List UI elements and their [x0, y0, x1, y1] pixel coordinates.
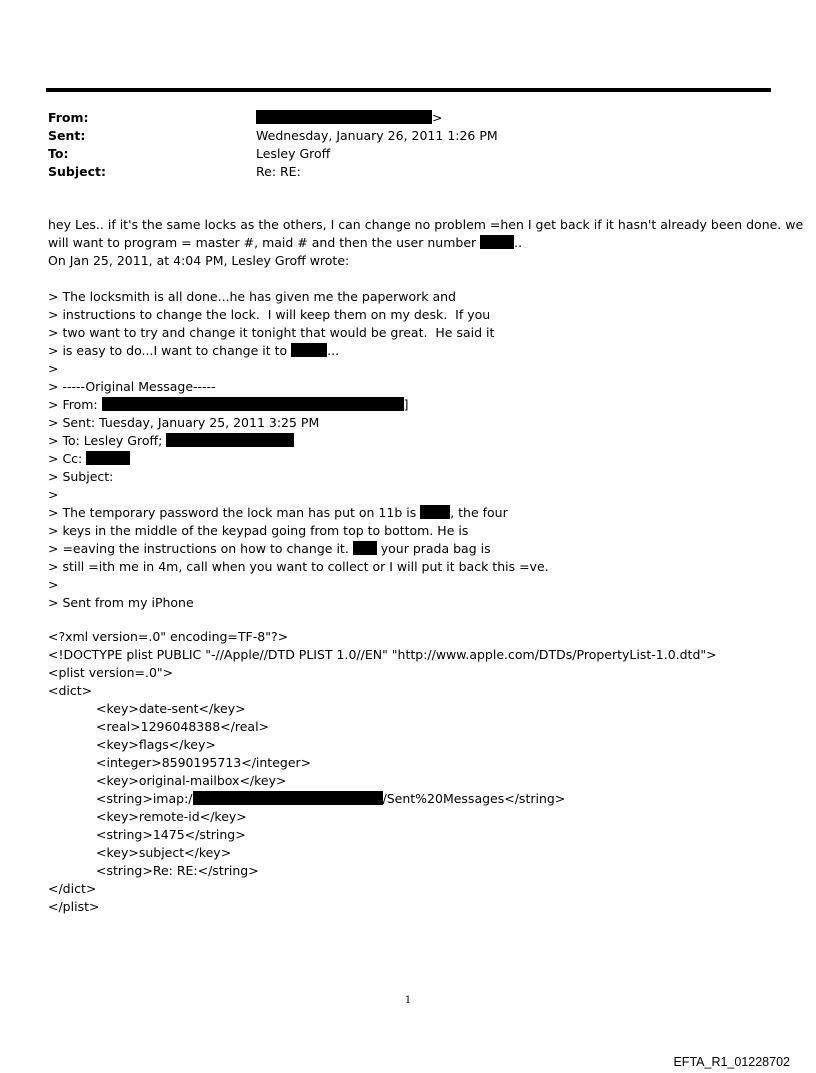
body-line: On Jan 25, 2011, at 4:04 PM, Lesley Groff wrote:	[48, 253, 350, 268]
to-value: Lesley Groff	[256, 146, 331, 161]
quoted-line: > The locksmith is all done...he has given me the paperwork and	[48, 289, 456, 304]
quoted-line: > Sent: Tuesday, January 25, 2011 3:25 PM	[48, 415, 320, 430]
page-number: 1	[404, 995, 412, 1006]
subject-value: Re: RE:	[256, 164, 301, 179]
plist-line: </dict>	[48, 881, 97, 896]
plist-line: <key>date-sent</key>	[96, 701, 246, 716]
subject-label: Subject:	[48, 164, 106, 179]
quoted-line: > keys in the middle of the keypad going from top to bottom. He is	[48, 523, 469, 538]
quoted-line: > instructions to change the lock. I will keep them on my desk. If you	[48, 307, 491, 322]
plist-line: <plist version=.0">	[48, 665, 174, 680]
sent-label: Sent:	[48, 128, 86, 143]
plist-line: <key>original-mailbox</key>	[96, 773, 287, 788]
quoted-line: > The temporary password the lock man has put on 11b is , the four	[48, 505, 508, 520]
from-value: >	[256, 109, 442, 127]
redaction-box	[193, 791, 383, 805]
body-line: hey Les.. if it's the same locks as the others, I can change no problem =hen I get back if it hasn't already been done. we	[48, 217, 804, 232]
quoted-line: > =eaving the instructions on how to change it. your prada bag is	[48, 541, 491, 556]
quoted-line: >	[48, 487, 59, 502]
redaction-box	[420, 505, 450, 519]
plist-line: <integer>8590195713</integer>	[96, 755, 312, 770]
plist-line: <real>1296048388</real>	[96, 719, 270, 734]
plist-line: <string>1475</string>	[96, 827, 246, 842]
redaction-box	[102, 397, 404, 411]
quoted-line: > From: ]	[48, 397, 409, 412]
quoted-line: > two want to try and change it tonight that would be great. He said it	[48, 325, 495, 340]
quoted-message	[48, 288, 768, 612]
quoted-line: > is easy to do...I want to change it to ...	[48, 343, 340, 358]
plist-line: <string>Re: RE:</string>	[96, 863, 259, 878]
quoted-line: >	[48, 577, 59, 592]
redaction-box	[86, 451, 130, 465]
redaction-box	[291, 343, 327, 357]
sent-value: Wednesday, January 26, 2011 1:26 PM	[256, 128, 498, 143]
from-label: From:	[48, 110, 89, 125]
plist-line: <key>flags</key>	[96, 737, 216, 752]
redaction-box	[353, 541, 377, 555]
redaction-box	[256, 110, 432, 124]
plist-block	[48, 628, 768, 916]
top-rule	[46, 88, 771, 92]
plist-line: <?xml version=.0" encoding=TF-8"?>	[48, 629, 289, 644]
quoted-line: > Subject:	[48, 469, 114, 484]
message-body	[48, 216, 804, 270]
to-label: To:	[48, 146, 69, 161]
redaction-box	[480, 235, 514, 249]
plist-line: </plist>	[48, 899, 100, 914]
quoted-line: > Cc:	[48, 450, 768, 468]
redaction-box	[166, 433, 294, 447]
quoted-line: >	[48, 361, 59, 376]
plist-line: <key>subject</key>	[96, 845, 232, 860]
plist-line: <!DOCTYPE plist PUBLIC "-//Apple//DTD PLIST 1.0//EN" "http://www.apple.com/DTDs/PropertyList-1.0.dtd">	[48, 647, 717, 662]
footer-document-id: EFTA_R1_01228702	[673, 1055, 790, 1069]
plist-line: <dict>	[48, 683, 93, 698]
plist-line: <string>imap:/ /Sent%20Messages</string>	[96, 791, 566, 806]
quoted-line: > Sent from my iPhone	[48, 595, 194, 610]
quoted-line: > To: Lesley Groff;	[48, 432, 768, 450]
plist-line: <key>remote-id</key>	[96, 809, 247, 824]
body-line: will want to program = master #, maid # and then the user number ..	[48, 235, 523, 250]
quoted-line: > -----Original Message-----	[48, 379, 216, 394]
quoted-line: > still =ith me in 4m, call when you want to collect or I will put it back this =ve.	[48, 559, 549, 574]
